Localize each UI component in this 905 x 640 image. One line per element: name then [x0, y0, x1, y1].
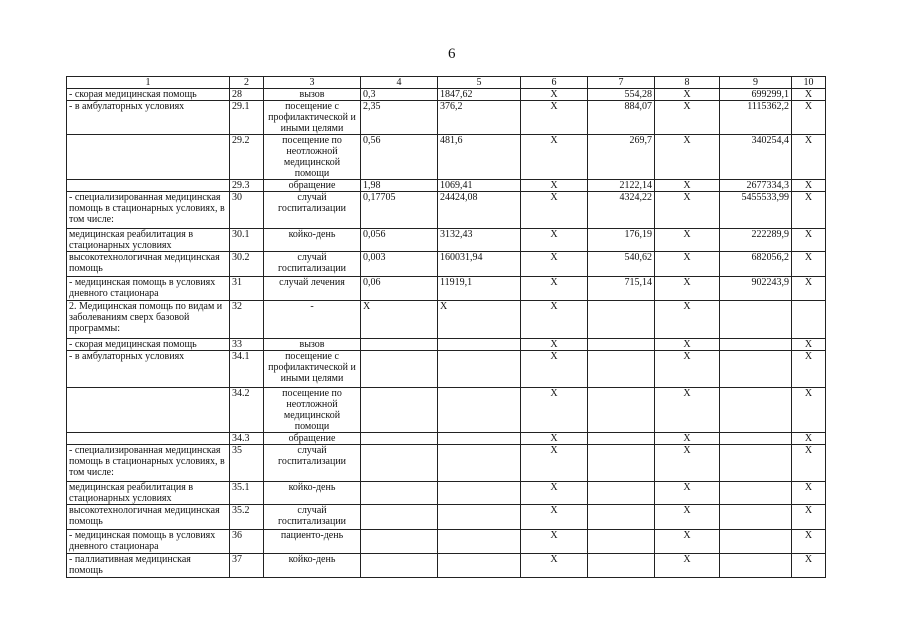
- cell-c5: [438, 554, 521, 578]
- cell-name: [67, 180, 230, 192]
- cell-c8: X: [655, 505, 720, 530]
- cell-c7: [588, 339, 655, 351]
- cell-c10: X: [792, 229, 826, 252]
- cell-c8: X: [655, 180, 720, 192]
- cell-c9: 682056,2: [720, 252, 792, 277]
- cell-unit: койко-день: [264, 229, 361, 252]
- cell-unit: вызов: [264, 89, 361, 101]
- cell-name: - специализированная медицинская помощь в стационарных условиях, в том числе:: [67, 192, 230, 229]
- cell-c10: X: [792, 554, 826, 578]
- cell-c5: 481,6: [438, 135, 521, 180]
- cell-c7: [588, 388, 655, 433]
- cell-num: 29.2: [230, 135, 264, 180]
- cell-num: 34.3: [230, 433, 264, 445]
- cell-c6: X: [521, 229, 588, 252]
- cell-c9: 222289,9: [720, 229, 792, 252]
- col-header: 1: [67, 77, 230, 89]
- cell-c7: [588, 482, 655, 505]
- cell-name: медицинская реабилитация в стационарных условиях: [67, 482, 230, 505]
- cell-c8: X: [655, 388, 720, 433]
- table-row: [67, 445, 826, 482]
- table-row: [67, 135, 826, 180]
- page-number: 6: [448, 46, 456, 62]
- col-header: 5: [438, 77, 521, 89]
- cell-c10: X: [792, 180, 826, 192]
- cell-c8: X: [655, 229, 720, 252]
- cell-c9: 1115362,2: [720, 101, 792, 135]
- table-row: [67, 277, 826, 301]
- cell-c10: X: [792, 135, 826, 180]
- cell-c4: [361, 530, 438, 554]
- cell-c10: X: [792, 433, 826, 445]
- cell-name: высокотехнологичная медицинская помощь: [67, 505, 230, 530]
- cell-c4: 0,56: [361, 135, 438, 180]
- cell-name: медицинская реабилитация в стационарных условиях: [67, 229, 230, 252]
- cell-unit: пациенто-день: [264, 530, 361, 554]
- cell-c10: X: [792, 192, 826, 229]
- cell-num: 34.1: [230, 351, 264, 388]
- cell-num: 35: [230, 445, 264, 482]
- cell-c10: [792, 301, 826, 339]
- cell-c7: [588, 301, 655, 339]
- cell-c7: [588, 351, 655, 388]
- table-row: [67, 180, 826, 192]
- col-header: 8: [655, 77, 720, 89]
- cell-c4: [361, 339, 438, 351]
- table-row: [67, 101, 826, 135]
- cell-c6: X: [521, 339, 588, 351]
- cell-c9: 2677334,3: [720, 180, 792, 192]
- header-row: [67, 77, 826, 89]
- cell-c5: [438, 530, 521, 554]
- cell-name: - медицинская помощь в условиях дневного стационара: [67, 530, 230, 554]
- cell-c6: X: [521, 301, 588, 339]
- cell-c9: 902243,9: [720, 277, 792, 301]
- cell-c7: 554,28: [588, 89, 655, 101]
- cell-c4: [361, 433, 438, 445]
- col-header: 9: [720, 77, 792, 89]
- cell-name: - скорая медицинская помощь: [67, 339, 230, 351]
- cell-c7: 4324,22: [588, 192, 655, 229]
- cell-c8: X: [655, 101, 720, 135]
- cell-c10: X: [792, 505, 826, 530]
- cell-c5: [438, 351, 521, 388]
- cell-c8: X: [655, 445, 720, 482]
- cell-c9: [720, 351, 792, 388]
- cell-c9: [720, 530, 792, 554]
- cell-unit: -: [264, 301, 361, 339]
- cell-c4: [361, 505, 438, 530]
- cell-unit: койко-день: [264, 554, 361, 578]
- cell-c7: [588, 445, 655, 482]
- cell-name: - паллиативная медицинская помощь: [67, 554, 230, 578]
- cell-name: [67, 135, 230, 180]
- cell-c6: X: [521, 433, 588, 445]
- cell-c6: X: [521, 530, 588, 554]
- cell-c9: [720, 388, 792, 433]
- cell-c10: X: [792, 89, 826, 101]
- cell-name: [67, 433, 230, 445]
- cell-c10: X: [792, 351, 826, 388]
- cell-c4: 0,003: [361, 252, 438, 277]
- cell-c4: [361, 445, 438, 482]
- cell-c4: 0,06: [361, 277, 438, 301]
- cell-c9: [720, 554, 792, 578]
- cell-c4: 0,056: [361, 229, 438, 252]
- cell-name: [67, 388, 230, 433]
- cell-c8: X: [655, 339, 720, 351]
- data-table: [66, 76, 826, 578]
- cell-num: 28: [230, 89, 264, 101]
- cell-c5: 160031,94: [438, 252, 521, 277]
- cell-c9: 340254,4: [720, 135, 792, 180]
- cell-c6: X: [521, 351, 588, 388]
- cell-num: 30.2: [230, 252, 264, 277]
- cell-unit: случай госпитализации: [264, 192, 361, 229]
- table-row: [67, 554, 826, 578]
- cell-num: 30.1: [230, 229, 264, 252]
- cell-c5: 24424,08: [438, 192, 521, 229]
- cell-c4: 2,35: [361, 101, 438, 135]
- cell-unit: случай лечения: [264, 277, 361, 301]
- cell-c7: 2122,14: [588, 180, 655, 192]
- cell-num: 29.3: [230, 180, 264, 192]
- cell-c4: 1,98: [361, 180, 438, 192]
- cell-c5: X: [438, 301, 521, 339]
- cell-unit: обращение: [264, 180, 361, 192]
- cell-c7: 176,19: [588, 229, 655, 252]
- table-row: [67, 505, 826, 530]
- col-header: 7: [588, 77, 655, 89]
- cell-c8: X: [655, 89, 720, 101]
- cell-unit: случай госпитализации: [264, 505, 361, 530]
- col-header: 10: [792, 77, 826, 89]
- cell-c7: [588, 433, 655, 445]
- cell-c4: 0,3: [361, 89, 438, 101]
- cell-c6: X: [521, 505, 588, 530]
- cell-c9: 699299,1: [720, 89, 792, 101]
- cell-c8: X: [655, 277, 720, 301]
- cell-unit: посещение по неотложной медицинской помощи: [264, 388, 361, 433]
- cell-c9: 5455533,99: [720, 192, 792, 229]
- cell-c5: [438, 388, 521, 433]
- cell-c7: 269,7: [588, 135, 655, 180]
- cell-c8: X: [655, 482, 720, 505]
- cell-c7: 715,14: [588, 277, 655, 301]
- table-row: [67, 530, 826, 554]
- cell-name: - в амбулаторных условиях: [67, 351, 230, 388]
- cell-c6: X: [521, 180, 588, 192]
- cell-num: 31: [230, 277, 264, 301]
- table-row: [67, 301, 826, 339]
- col-header: 4: [361, 77, 438, 89]
- cell-unit: вызов: [264, 339, 361, 351]
- cell-c10: X: [792, 101, 826, 135]
- table-row: [67, 482, 826, 505]
- cell-name: - в амбулаторных условиях: [67, 101, 230, 135]
- cell-c5: 376,2: [438, 101, 521, 135]
- cell-name: 2. Медицинская помощь по видам и заболеваниям сверх базовой программы:: [67, 301, 230, 339]
- col-header: 6: [521, 77, 588, 89]
- cell-num: 32: [230, 301, 264, 339]
- cell-c9: [720, 505, 792, 530]
- table-row: [67, 229, 826, 252]
- cell-c10: X: [792, 252, 826, 277]
- cell-c9: [720, 301, 792, 339]
- cell-c10: X: [792, 482, 826, 505]
- cell-c7: 884,07: [588, 101, 655, 135]
- cell-c6: X: [521, 101, 588, 135]
- cell-c5: [438, 339, 521, 351]
- table-row: [67, 252, 826, 277]
- cell-c7: [588, 505, 655, 530]
- cell-num: 35.2: [230, 505, 264, 530]
- cell-c9: [720, 339, 792, 351]
- cell-c8: X: [655, 351, 720, 388]
- cell-c8: X: [655, 433, 720, 445]
- cell-num: 29.1: [230, 101, 264, 135]
- cell-c4: [361, 554, 438, 578]
- cell-num: 36: [230, 530, 264, 554]
- cell-c10: X: [792, 388, 826, 433]
- table-row: [67, 433, 826, 445]
- cell-c5: 1847,62: [438, 89, 521, 101]
- cell-c5: [438, 505, 521, 530]
- table-row: [67, 339, 826, 351]
- cell-c6: X: [521, 252, 588, 277]
- cell-c4: [361, 351, 438, 388]
- cell-name: высокотехнологичная медицинская помощь: [67, 252, 230, 277]
- cell-c4: X: [361, 301, 438, 339]
- cell-c4: [361, 482, 438, 505]
- cell-c8: X: [655, 530, 720, 554]
- cell-unit: случай госпитализации: [264, 252, 361, 277]
- cell-c6: X: [521, 388, 588, 433]
- cell-c7: [588, 554, 655, 578]
- cell-c6: X: [521, 482, 588, 505]
- cell-c8: X: [655, 135, 720, 180]
- cell-num: 34.2: [230, 388, 264, 433]
- cell-unit: случай госпитализации: [264, 445, 361, 482]
- cell-c8: X: [655, 252, 720, 277]
- cell-num: 37: [230, 554, 264, 578]
- col-header: 3: [264, 77, 361, 89]
- cell-c9: [720, 482, 792, 505]
- cell-c8: X: [655, 192, 720, 229]
- cell-name: - медицинская помощь в условиях дневного стационара: [67, 277, 230, 301]
- table-row: [67, 388, 826, 433]
- table-row: [67, 351, 826, 388]
- cell-c5: [438, 433, 521, 445]
- cell-unit: посещение по неотложной медицинской помощи: [264, 135, 361, 180]
- cell-num: 33: [230, 339, 264, 351]
- table-row: [67, 192, 826, 229]
- cell-c8: X: [655, 554, 720, 578]
- cell-name: - скорая медицинская помощь: [67, 89, 230, 101]
- cell-name: - специализированная медицинская помощь в стационарных условиях, в том числе:: [67, 445, 230, 482]
- cell-c7: 540,62: [588, 252, 655, 277]
- col-header: 2: [230, 77, 264, 89]
- cell-c5: 11919,1: [438, 277, 521, 301]
- cell-unit: посещение с профилактической и иными целями: [264, 101, 361, 135]
- cell-c6: X: [521, 89, 588, 101]
- cell-c6: X: [521, 277, 588, 301]
- cell-num: 30: [230, 192, 264, 229]
- cell-c6: X: [521, 192, 588, 229]
- cell-unit: койко-день: [264, 482, 361, 505]
- cell-c10: X: [792, 339, 826, 351]
- cell-c6: X: [521, 445, 588, 482]
- table-row: [67, 89, 826, 101]
- cell-c5: 1069,41: [438, 180, 521, 192]
- cell-c4: [361, 388, 438, 433]
- cell-c5: 3132,43: [438, 229, 521, 252]
- cell-c4: 0,17705: [361, 192, 438, 229]
- cell-unit: обращение: [264, 433, 361, 445]
- cell-c5: [438, 482, 521, 505]
- cell-c9: [720, 445, 792, 482]
- cell-num: 35.1: [230, 482, 264, 505]
- cell-c10: X: [792, 530, 826, 554]
- cell-c10: X: [792, 445, 826, 482]
- cell-c7: [588, 530, 655, 554]
- cell-c8: X: [655, 301, 720, 339]
- cell-c6: X: [521, 554, 588, 578]
- cell-c6: X: [521, 135, 588, 180]
- cell-c10: X: [792, 277, 826, 301]
- cell-unit: посещение с профилактической и иными целями: [264, 351, 361, 388]
- cell-c9: [720, 433, 792, 445]
- cell-c5: [438, 445, 521, 482]
